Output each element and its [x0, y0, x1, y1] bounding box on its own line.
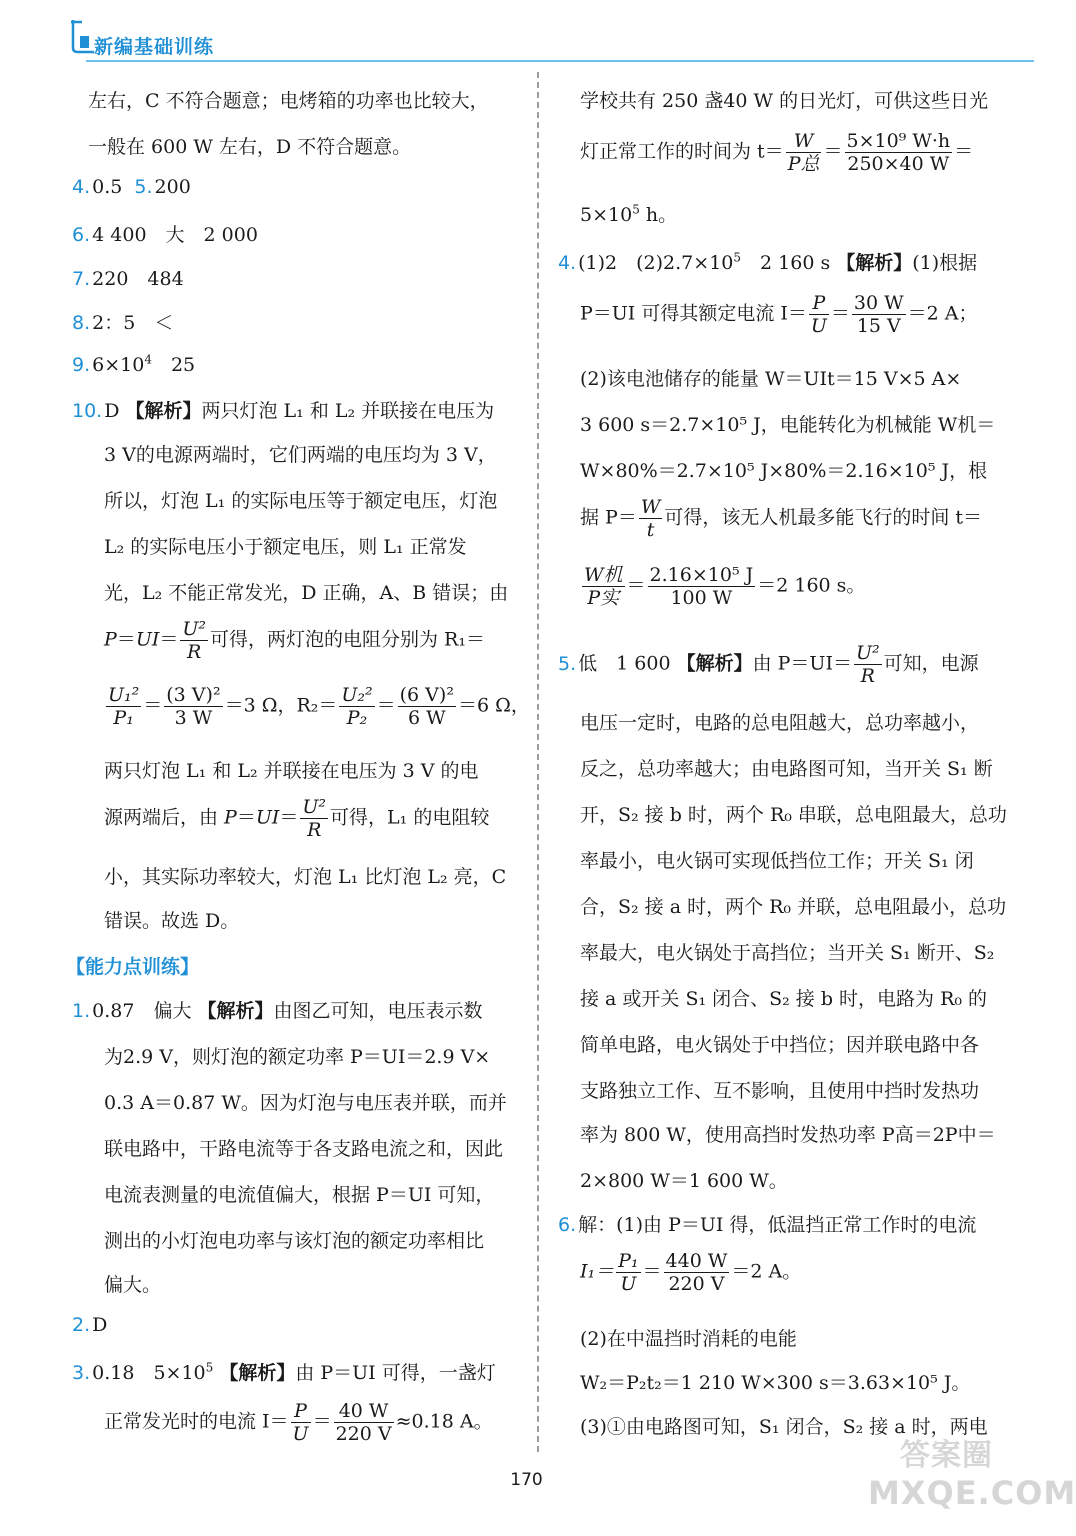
denominator: P总	[787, 153, 820, 175]
answer-text: 220 484	[92, 268, 184, 290]
text-line: 率最小，电火锅可实现低挡位工作；开关 S₁ 闭	[580, 850, 974, 872]
denominator: 15 V	[856, 315, 901, 337]
text: 5×10	[580, 204, 633, 226]
text: ＝6 Ω，	[457, 694, 530, 717]
text-line: 0.3 A＝0.87 W。因为灯泡与电压表并联，而并	[104, 1092, 507, 1114]
answer-text: 0.18 5×10	[92, 1362, 206, 1384]
fraction	[334, 1400, 394, 1445]
denominator: P实	[587, 587, 620, 609]
text-line: (2)该电池储存的能量 W＝UIt＝15 V×5 A×	[580, 368, 962, 390]
page-header	[0, 0, 1053, 66]
denominator: t	[646, 519, 655, 541]
numerator: U²	[182, 618, 206, 640]
denominator: U	[620, 1273, 637, 1295]
formula-line: I₁＝ $\frac{\text{P₁}}{U}$ ＝ $\frac{440 W}{220 V}$ ＝2 A。	[580, 1250, 802, 1295]
answer-7	[72, 264, 184, 291]
text: 正常发光时的电流 I＝	[104, 1410, 289, 1433]
text-line: W₂＝P₂t₂＝1 210 W×300 s＝3.63×10⁵ J。	[580, 1372, 971, 1394]
text: 两只灯泡 L₁ 和 L₂ 并联接在电压为	[201, 400, 495, 422]
text-line: 接 a 或开关 S₁ 闭合、S₂ 接 b 时，电路为 R₀ 的	[580, 988, 988, 1010]
denominator: P₁	[113, 707, 134, 729]
text-line: 率为 800 W，使用高挡时发热功率 P高＝2P中＝	[580, 1124, 996, 1146]
section-heading: 【能力点训练】	[66, 956, 200, 978]
numerator: 440 W	[665, 1250, 728, 1272]
answer-text: 0.87 偏大	[92, 1000, 192, 1022]
question-number: 4.	[72, 176, 91, 198]
text-line: 3 600 s＝2.7×10⁵ J，电能转化为机械能 W机＝	[580, 414, 996, 436]
numerator: U₂²	[341, 684, 373, 706]
page-number: 170	[510, 1470, 543, 1490]
numerator: P	[809, 292, 829, 315]
answer-3	[72, 1358, 496, 1385]
answer-text: D	[104, 400, 120, 422]
question-number: 5.	[558, 652, 577, 675]
denominator: 100 W	[670, 587, 733, 609]
denominator: R	[307, 819, 322, 841]
text-line: 反之，总功率越大；由电路图可知，当开关 S₁ 断	[580, 758, 993, 780]
answer-text: 25	[151, 354, 196, 376]
text: 可得，两灯泡的电阻分别为 R₁＝	[210, 628, 485, 651]
question-number: 7.	[72, 268, 91, 290]
text: ＝2 160 s。	[757, 574, 866, 597]
fraction	[845, 130, 953, 175]
text: I₁＝	[580, 1260, 615, 1283]
text: 灯正常工作的时间为 t＝	[580, 140, 784, 163]
numerator: P	[291, 1400, 311, 1423]
column-divider	[537, 72, 539, 1452]
text-line: (3)①由电路图可知，S₁ 闭合，S₂ 接 a 时，两电	[580, 1416, 988, 1438]
fraction	[291, 1400, 311, 1445]
answer-4-5	[72, 176, 191, 198]
formula-line: 源两端后，由 P＝UI＝ $\frac{\text{U²}}{R}$ 可得，L₁ 的电阻较	[104, 796, 490, 841]
answer-6	[558, 1210, 976, 1237]
denominator: 250×40 W	[847, 153, 950, 175]
fraction	[786, 130, 822, 175]
text-line: 支路独立工作、互不影响，且使用中挡时发热功	[580, 1080, 980, 1102]
question-number: 2.	[72, 1314, 91, 1336]
text-line: 联电路中，干路电流等于各支路电流之和，因此	[104, 1138, 504, 1160]
answer-4	[558, 248, 977, 275]
text-line: 所以，灯泡 L₁ 的实际电压等于额定电压，灯泡	[104, 490, 498, 512]
denominator: 6 W	[407, 707, 446, 729]
fraction	[339, 684, 374, 729]
question-number: 1.	[72, 1000, 91, 1022]
text-line: 电流表测量的电流值偏大，根据 P＝UI 可知，	[104, 1184, 495, 1206]
formula-line: $\frac{\text{W机}}{\text{P实}}$ ＝ $\frac{\text{2.16×10⁵ J}}{100 W}$ ＝2 160 s。	[584, 564, 866, 609]
numerator: U²	[302, 796, 327, 818]
fraction	[582, 564, 625, 609]
fraction	[300, 796, 328, 841]
denominator: 3 W	[174, 707, 213, 729]
text-line: 一般在 600 W 左右，D 不符合题意。	[88, 136, 412, 158]
text-line: W×80%＝2.7×10⁵ J×80%＝2.16×10⁵ J，根	[580, 460, 988, 482]
answer-2	[72, 1314, 107, 1336]
text-line: 光，L₂ 不能正常发光，D 正确，A、B 错误；由	[104, 582, 509, 604]
superscript: 5	[205, 1360, 214, 1375]
superscript: 4	[144, 352, 152, 367]
answer-8	[72, 308, 173, 335]
formula-line: P＝UI＝ $\frac{\text{U²}}{R}$ 可得，两灯泡的电阻分别为 R₁＝	[104, 618, 485, 663]
question-number: 3.	[72, 1362, 91, 1384]
answer-text: 6×10	[92, 354, 145, 376]
text: ≈0.18 A。	[395, 1410, 493, 1433]
text-line: 两只灯泡 L₁ 和 L₂ 并联接在电压为 3 V 的电	[104, 760, 479, 782]
text: h。	[639, 204, 678, 226]
text: 据 P＝	[580, 506, 637, 529]
text-line: 测出的小灯泡电功率与该灯泡的额定功率相比	[104, 1230, 485, 1252]
formula-line: 正常发光时的电流 I＝ $\frac{P}{U}$ ＝ $\frac{40 W}{220 V}$ ≈0.18 A。	[104, 1400, 493, 1445]
text: 由图乙可知，电压表示数	[273, 1000, 483, 1022]
numerator: U₁²	[108, 684, 140, 706]
answer-1	[72, 996, 483, 1023]
text: ＝2 A。	[731, 1260, 802, 1283]
fraction	[854, 642, 882, 687]
text-line: 开，S₂ 接 b 时，两个 R₀ 串联，总电阻最大，总功	[580, 804, 1007, 826]
text-line: 电压一定时，电路的总电阻越大，总功率越小，	[580, 712, 980, 734]
header-title: 新编基础训练	[94, 36, 215, 58]
denominator: P₂	[346, 707, 368, 729]
watermark-text: MXQE.COM	[868, 1474, 1076, 1512]
text-line: L₂ 的实际电压小于额定电压，则 L₁ 正常发	[104, 536, 467, 558]
analysis-label: 【解析】	[197, 1000, 274, 1022]
denominator: R	[187, 641, 202, 663]
numerator: 2.16×10⁵ J	[649, 564, 754, 586]
header-logo-icon	[70, 18, 96, 54]
answer-text: 2 160 s	[741, 252, 831, 274]
header-rule	[86, 60, 1034, 62]
question-number: 6.	[72, 224, 91, 246]
formula-line: P＝UI 可得其额定电流 I＝ $\frac{P}{U}$ ＝ $\frac{30 W}{15 V}$ ＝2 A；	[580, 292, 978, 337]
fraction	[398, 684, 456, 729]
fraction	[852, 292, 906, 337]
text: 可知，电源	[883, 652, 979, 675]
numerator: P₁	[618, 1250, 639, 1272]
answer-text: 4 400 大 2 000	[92, 224, 258, 246]
numerator: W	[786, 130, 822, 153]
formula-line	[580, 496, 982, 541]
answer-10	[72, 396, 494, 423]
text-line: 3 V的电源两端时，它们两端的电压均为 3 V，	[104, 444, 497, 466]
question-number: 8.	[72, 312, 91, 334]
fraction	[639, 496, 663, 541]
question-number: 10.	[72, 400, 103, 422]
text: 由 P＝UI＝	[752, 652, 852, 675]
superscript: 5	[632, 202, 640, 217]
question-number: 6.	[558, 1214, 577, 1236]
text: 可得，L₁ 的电阻较	[330, 806, 490, 829]
analysis-label: 【解析】	[125, 400, 202, 422]
question-number: 4.	[558, 252, 577, 274]
answer-9	[72, 350, 195, 377]
denominator: U	[292, 1423, 309, 1445]
text-line: 小，其实际功率较大，灯泡 L₁ 比灯泡 L₂ 亮，C	[104, 866, 507, 888]
answer-5	[558, 642, 979, 687]
fraction	[648, 564, 756, 609]
text-line: 2×800 W＝1 600 W。	[580, 1170, 788, 1192]
numerator: W机	[584, 564, 623, 586]
numerator: (3 V)²	[166, 684, 221, 706]
answer-text: 200	[154, 176, 191, 198]
fraction	[180, 618, 208, 663]
fraction	[106, 684, 141, 729]
text: (1)根据	[912, 252, 978, 274]
text-line: 合，S₂ 接 a 时，两个 R₀ 并联，总电阻最小，总功	[580, 896, 1007, 918]
text-line: 学校共有 250 盏40 W 的日光灯，可供这些日光	[580, 90, 989, 112]
fraction	[809, 292, 829, 337]
formula-line: 灯正常工作的时间为 t＝ $\frac{W}{\text{P总}}$ ＝ $\frac{\text{5×10⁹ W·h}}{250\times 40 W}$ ＝	[580, 130, 974, 175]
numerator: 5×10⁹ W·h	[846, 130, 951, 152]
text: 由 P＝UI 可得，一盏灯	[295, 1362, 496, 1384]
text-line: (2)在中温挡时消耗的电能	[580, 1328, 797, 1350]
text-line: 左右，C 不符合题意；电烤箱的功率也比较大，	[88, 90, 489, 112]
text-line: 简单电路，电火锅处于中挡位；因并联电路中各	[580, 1034, 980, 1056]
text-line	[580, 200, 677, 227]
text: 可得，该无人机最多能飞行的时间 t＝	[664, 506, 983, 529]
numerator: U²	[855, 642, 880, 664]
text: 解：(1)由 P＝UI 得，低温挡正常工作时的电流	[578, 1214, 977, 1236]
analysis-label: 【解析】	[676, 652, 753, 675]
denominator: 220 V	[668, 1273, 725, 1295]
text: ＝2 A；	[907, 302, 978, 325]
text-line: 错误。故选 D。	[104, 910, 240, 932]
text: P＝UI 可得其额定电流 I＝	[580, 302, 807, 325]
denominator: 220 V	[335, 1423, 392, 1445]
text: ＝3 Ω，R₂＝	[224, 694, 338, 717]
answer-6	[72, 220, 258, 247]
text-line: 为2.9 V，则灯泡的额定功率 P＝UI＝2.9 V×	[104, 1046, 491, 1068]
analysis-label: 【解析】	[219, 1362, 296, 1384]
fraction	[664, 1250, 730, 1295]
answer-text: D	[92, 1314, 108, 1336]
fraction	[616, 1250, 640, 1295]
formula-line: $\frac{\text{U₁²}}{\text{P₁}}$ ＝ $\frac{\text{(3 V)²}}{3 W}$ ＝3 Ω，R₂＝ $\frac{\text{U₂²}}{\text{P₂}}$ ＝ $\frac{\text{(6 V)²}}{6 W}$ ＝6 Ω，	[108, 684, 530, 729]
fraction	[164, 684, 222, 729]
numerator: 30 W	[853, 292, 904, 314]
answer-text: (1)2 (2)2.7×10	[578, 252, 734, 274]
numerator: (6 V)²	[399, 684, 454, 706]
text-line: 率最大，电火锅处于高挡位；当开关 S₁ 断开、S₂	[580, 942, 995, 964]
denominator: R	[860, 665, 875, 687]
answer-text: 2：5 ＜	[92, 312, 174, 334]
superscript: 5	[733, 250, 742, 265]
question-number: 9.	[72, 354, 91, 376]
denominator: U	[810, 315, 827, 337]
analysis-label: 【解析】	[836, 252, 913, 274]
watermark-logo: 答案圈	[900, 1438, 993, 1473]
question-number: 5.	[134, 176, 153, 198]
text-line: 偏大。	[104, 1274, 162, 1296]
numerator: 40 W	[334, 1400, 394, 1423]
answer-text: 0.5	[92, 176, 123, 198]
numerator: W	[640, 496, 661, 518]
answer-text: 低 1 600	[578, 652, 671, 675]
